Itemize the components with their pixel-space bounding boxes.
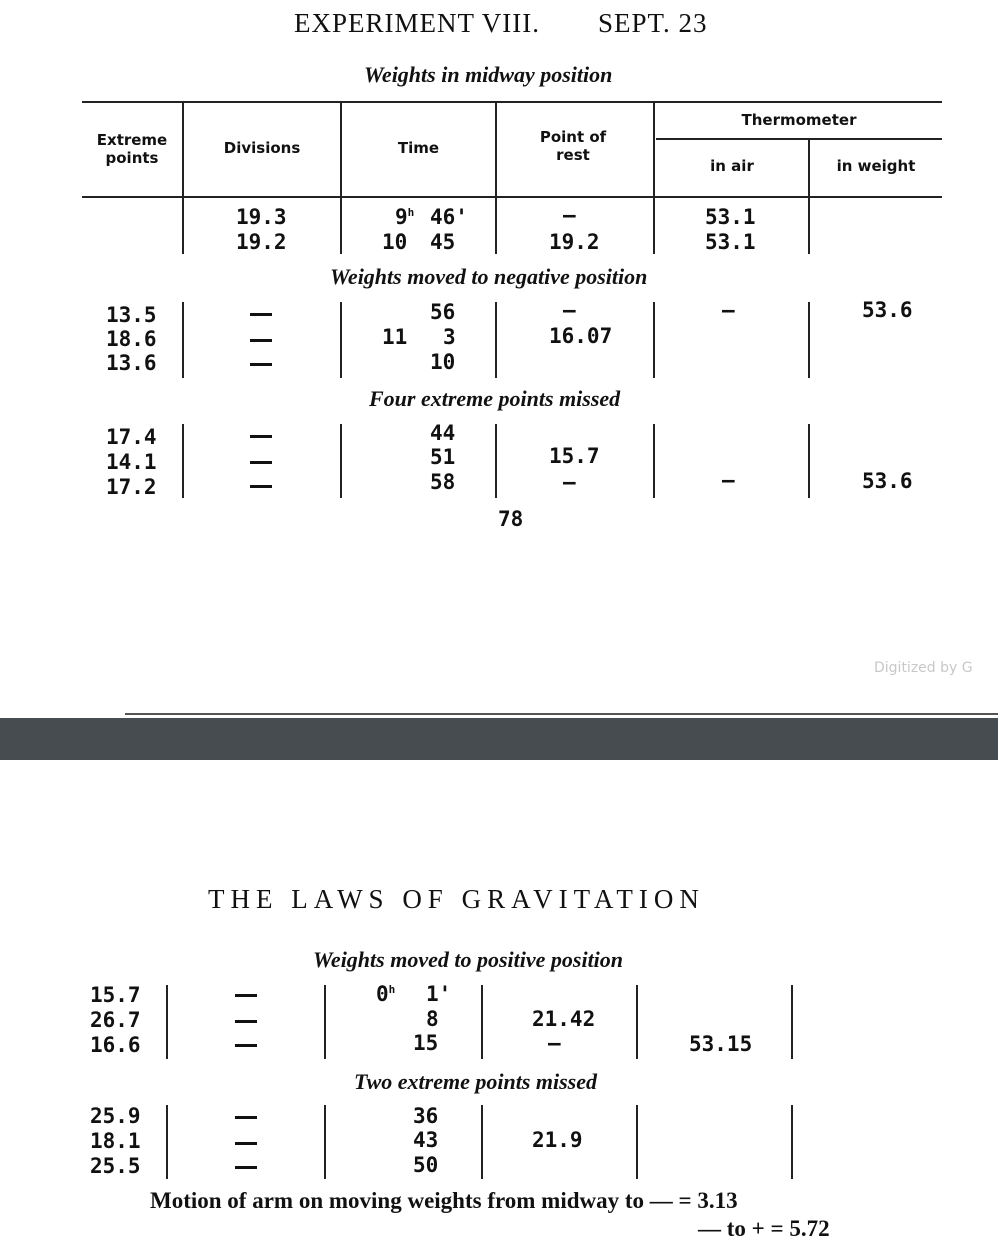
positive-time-2: 8 bbox=[426, 1007, 439, 1031]
positive-extreme-3: 16.6 bbox=[90, 1033, 141, 1057]
header-time: Time bbox=[397, 139, 440, 157]
column-divider bbox=[340, 424, 342, 498]
four-missed-time-1: 44 bbox=[430, 421, 456, 445]
section-two-missed-title: Two extreme points missed bbox=[354, 1069, 598, 1094]
header-divider bbox=[495, 103, 497, 196]
four-missed-weight: 53.6 bbox=[862, 469, 913, 493]
column-divider bbox=[495, 198, 497, 254]
section-midway-title: Weights in midway position bbox=[364, 62, 613, 87]
four-missed-extreme-3: 17.2 bbox=[106, 475, 157, 499]
divisions-dash bbox=[250, 435, 272, 438]
negative-time-3: 10 bbox=[430, 350, 456, 374]
page-number: 78 bbox=[498, 507, 524, 531]
column-divider bbox=[481, 985, 483, 1059]
divisions-dash bbox=[250, 485, 272, 488]
positive-time-1: 0$^h$ bbox=[376, 982, 396, 1006]
negative-time-2: 3 bbox=[443, 325, 456, 349]
divisions-dash bbox=[250, 313, 272, 316]
two-missed-extreme-1: 25.9 bbox=[90, 1104, 141, 1128]
midway-time-2: 10 bbox=[382, 230, 408, 254]
two-missed-rest: 21.9 bbox=[532, 1128, 583, 1152]
four-missed-rest-2: — bbox=[563, 470, 576, 494]
divisions-dash bbox=[235, 1142, 257, 1145]
negative-extreme-3: 13.6 bbox=[106, 351, 157, 375]
negative-weight: 53.6 bbox=[862, 298, 913, 322]
header-bottom-rule bbox=[82, 196, 942, 198]
positive-rest-2: — bbox=[548, 1031, 561, 1055]
two-missed-time-1: 36 bbox=[413, 1104, 439, 1128]
header-point-of-rest: Point of rest bbox=[539, 128, 607, 164]
two-missed-extreme-2: 18.1 bbox=[90, 1129, 141, 1153]
two-missed-time-3: 50 bbox=[413, 1153, 439, 1177]
thermometer-rule bbox=[656, 138, 942, 140]
midway-air-1: 53.1 bbox=[705, 205, 756, 229]
column-divider bbox=[653, 198, 655, 254]
two-missed-extreme-3: 25.5 bbox=[90, 1154, 141, 1178]
negative-rest-1: — bbox=[563, 298, 576, 322]
column-divider bbox=[182, 302, 184, 378]
page-title: EXPERIMENT VIII. bbox=[294, 8, 540, 38]
column-divider bbox=[495, 302, 497, 378]
header-extreme-points: Extreme points bbox=[96, 131, 168, 167]
column-divider bbox=[808, 424, 810, 498]
column-divider bbox=[340, 302, 342, 378]
header-in-air: in air bbox=[710, 157, 754, 175]
positive-rest-1: 21.42 bbox=[532, 1007, 596, 1031]
column-divider bbox=[653, 302, 655, 378]
page2-title: THE LAWS OF GRAVITATION bbox=[208, 884, 705, 914]
divisions-dash bbox=[235, 1020, 257, 1023]
column-divider bbox=[495, 424, 497, 498]
footer-motion-line-1: Motion of arm on moving weights from midway to — = 3.13 bbox=[150, 1188, 738, 1213]
positive-thermometer: 53.15 bbox=[689, 1032, 753, 1056]
negative-time-hour: 11 bbox=[382, 325, 408, 349]
column-divider bbox=[808, 302, 810, 378]
divisions-dash bbox=[235, 1166, 257, 1169]
negative-time-1: 56 bbox=[430, 300, 456, 324]
four-missed-air: — bbox=[722, 468, 735, 492]
four-missed-time-2: 51 bbox=[430, 445, 456, 469]
divisions-dash bbox=[250, 363, 272, 366]
column-divider bbox=[636, 1105, 638, 1179]
midway-rest-1: — bbox=[563, 203, 576, 227]
midway-time-2-min: 45 bbox=[430, 230, 456, 254]
midway-time-1-min: 46' bbox=[430, 205, 468, 229]
divisions-dash bbox=[235, 1116, 257, 1119]
divisions-dash bbox=[235, 994, 257, 997]
header-divisions: Divisions bbox=[223, 139, 301, 157]
page-separator bbox=[0, 718, 998, 760]
column-divider bbox=[166, 985, 168, 1059]
midway-rest-2: 19.2 bbox=[549, 230, 600, 254]
column-divider bbox=[653, 424, 655, 498]
digitized-watermark: Digitized by G bbox=[874, 660, 973, 676]
divisions-dash bbox=[250, 339, 272, 342]
four-missed-rest-1: 15.7 bbox=[549, 444, 600, 468]
negative-extreme-2: 18.6 bbox=[106, 327, 157, 351]
table-top-rule bbox=[82, 101, 942, 103]
negative-extreme-1: 13.5 bbox=[106, 303, 157, 327]
header-in-weight: in weight bbox=[836, 157, 916, 175]
column-divider bbox=[182, 424, 184, 498]
negative-rest-2: 16.07 bbox=[549, 324, 613, 348]
positive-extreme-1: 15.7 bbox=[90, 983, 141, 1007]
midway-divisions-1: 19.3 bbox=[236, 205, 287, 229]
four-missed-time-3: 58 bbox=[430, 470, 456, 494]
four-missed-extreme-1: 17.4 bbox=[106, 425, 157, 449]
column-divider bbox=[791, 985, 793, 1059]
column-divider bbox=[340, 198, 342, 254]
header-thermometer: Thermometer bbox=[741, 111, 857, 129]
column-divider bbox=[808, 198, 810, 254]
divisions-dash bbox=[250, 461, 272, 464]
column-divider bbox=[324, 1105, 326, 1179]
two-missed-time-2: 43 bbox=[413, 1128, 439, 1152]
column-divider bbox=[166, 1105, 168, 1179]
column-divider bbox=[324, 985, 326, 1059]
header-divider bbox=[653, 103, 655, 196]
midway-divisions-2: 19.2 bbox=[236, 230, 287, 254]
negative-air: — bbox=[722, 298, 735, 322]
column-divider bbox=[481, 1105, 483, 1179]
positive-extreme-2: 26.7 bbox=[90, 1008, 141, 1032]
column-divider bbox=[791, 1105, 793, 1179]
positive-time-3: 15 bbox=[413, 1031, 439, 1055]
midway-time-1: 9$^h$ bbox=[395, 205, 415, 229]
section-negative-title: Weights moved to negative position bbox=[330, 264, 648, 289]
section-positive-title: Weights moved to positive position bbox=[313, 947, 624, 972]
positive-time-1-min: 1' bbox=[426, 982, 452, 1006]
column-divider bbox=[182, 198, 184, 254]
footer-motion-line-2: — to + = 5.72 bbox=[698, 1216, 830, 1241]
section-four-missed-title: Four extreme points missed bbox=[369, 386, 621, 411]
column-divider bbox=[636, 985, 638, 1059]
midway-air-2: 53.1 bbox=[705, 230, 756, 254]
page-date: SEPT. 23 bbox=[598, 8, 708, 38]
divisions-dash bbox=[235, 1044, 257, 1047]
page-edge-line bbox=[125, 713, 998, 715]
four-missed-extreme-2: 14.1 bbox=[106, 450, 157, 474]
